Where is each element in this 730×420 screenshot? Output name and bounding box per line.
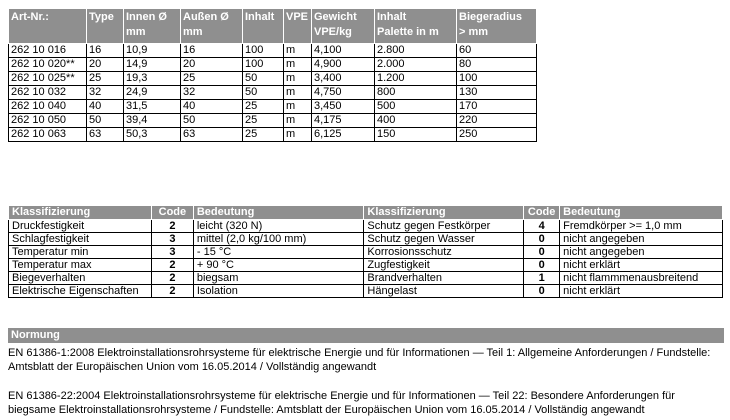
table-cell: 50 [243,72,284,86]
column-header [181,9,243,44]
table-cell: 220 [457,114,537,128]
code-cell: 2 [151,259,193,272]
table-cell: 24,9 [124,86,181,100]
table-cell: 50 [243,86,284,100]
column-header-unit: mm [183,26,203,38]
table-cell: leicht (320 N) [193,220,364,233]
table-cell: 262 10 040 [9,100,87,114]
table-cell: m [284,72,312,86]
table-cell: 39,4 [124,114,181,128]
table-cell: 20 [181,58,243,72]
table-cell: 50 [87,114,124,128]
table-cell: Brandverhalten [364,272,524,285]
table-cell: Fremdkörper >= 1,0 mm [560,220,723,233]
column-header [284,9,312,44]
table-cell: 2.800 [375,44,457,58]
table-cell: Hängelast [364,285,524,298]
column-header [9,9,87,44]
table-cell: 250 [457,128,537,142]
table-row [9,285,723,298]
table-cell: m [284,86,312,100]
table-cell: + 90 °C [193,259,364,272]
table-row [9,114,537,128]
classification-table-body [9,220,723,298]
table-cell: 100 [243,44,284,58]
table-cell: 800 [375,86,457,100]
table-cell: 16 [87,44,124,58]
column-header [312,9,375,44]
table-cell: nicht angegeben [560,233,723,246]
column-header [375,9,457,44]
table-cell: 50 [181,114,243,128]
table-cell: 14,9 [124,58,181,72]
code-cell: 1 [524,272,560,285]
classification-table-header [9,206,723,220]
product-table-header [9,9,537,44]
column-header-label: Außen Ø [183,11,229,23]
table-cell: 3,450 [312,100,375,114]
column-header-label: Inhalt [245,11,275,23]
table-cell: nicht erklärt [560,285,723,298]
table-cell: 262 10 025** [9,72,87,86]
table-cell: 16 [181,44,243,58]
table-cell: Elektrische Eigenschaften [9,285,152,298]
table-row [9,44,537,58]
table-cell: 60 [457,44,537,58]
code-cell: 0 [524,233,560,246]
table-cell: m [284,58,312,72]
column-header-label: Biegeradius [459,11,522,23]
table-cell: 19,3 [124,72,181,86]
table-cell: 1.200 [375,72,457,86]
code-cell: 2 [151,220,193,233]
column-header: Code [151,206,193,220]
table-row [9,100,537,114]
table-cell: 32 [87,86,124,100]
table-row [9,272,723,285]
table-cell: m [284,44,312,58]
product-table-body [9,44,537,142]
table-cell: - 15 °C [193,246,364,259]
table-row [9,128,537,142]
column-header-label: VPE [286,11,309,23]
table-row [9,246,723,259]
table-cell: 2.000 [375,58,457,72]
normung-paragraph: EN 61386-22:2004 Elektroinstallationsrohrsysteme für elektrische Energie und für Informationen — Teil 22: Besondere Anforderungen für biegsame Elektroinstallationsrohrsysteme / Fundstelle: Amtsblatt der Europäischen Union vom 16.05.2014 / Vollständig angewandt [8,390,675,416]
code-cell: 4 [524,220,560,233]
column-header-unit: Palette in m [377,26,439,38]
table-cell: 40 [181,100,243,114]
column-header: Bedeutung [193,206,364,220]
normung-heading: Normung [8,328,724,343]
table-cell: 31,5 [124,100,181,114]
table-cell: 4,175 [312,114,375,128]
column-header: Code [524,206,560,220]
table-cell: Schutz gegen Festkörper [364,220,524,233]
table-row [9,72,537,86]
code-cell: 2 [151,272,193,285]
table-cell: 25 [243,128,284,142]
column-header-label: Innen Ø [126,11,167,23]
code-cell: 2 [151,285,193,298]
table-row [9,220,723,233]
code-cell: 0 [524,259,560,272]
table-cell: 4,100 [312,44,375,58]
table-cell: 25 [87,72,124,86]
code-cell: 3 [151,246,193,259]
table-cell: 25 [243,114,284,128]
table-cell: nicht angegeben [560,246,723,259]
table-cell: 4,900 [312,58,375,72]
table-cell: biegsam [193,272,364,285]
table-row [9,86,537,100]
table-cell: 3,400 [312,72,375,86]
table-cell: mittel (2,0 kg/100 mm) [193,233,364,246]
column-header-label: Type [89,11,114,23]
table-cell: 25 [243,100,284,114]
table-cell: 40 [87,100,124,114]
table-cell: 130 [457,86,537,100]
table-cell: 150 [375,128,457,142]
table-cell: 400 [375,114,457,128]
code-cell: 0 [524,285,560,298]
table-row [9,233,723,246]
table-cell: 32 [181,86,243,100]
code-cell: 3 [151,233,193,246]
table-cell: 170 [457,100,537,114]
table-cell: 80 [457,58,537,72]
table-cell: Korrosionsschutz [364,246,524,259]
table-cell: 25 [181,72,243,86]
table-cell: 6,125 [312,128,375,142]
table-cell: 262 10 032 [9,86,87,100]
classification-table [8,205,723,298]
table-cell: Zugfestigkeit [364,259,524,272]
table-cell: 50,3 [124,128,181,142]
column-header-label: Art-Nr.: [11,11,49,23]
table-cell: 100 [243,58,284,72]
product-table [8,8,537,142]
table-cell: 262 10 020** [9,58,87,72]
normung-paragraph: EN 61386-1:2008 Elektroinstallationsrohrsysteme für elektrische Energie und für Informationen — Teil 1: Allgemeine Anforderungen / Fundstelle: Amtsblatt der Europäischen Union vom 16.05.2014 / Vollständig angewandt [8,347,711,373]
table-cell: 262 10 016 [9,44,87,58]
table-cell: 100 [457,72,537,86]
table-cell: 262 10 050 [9,114,87,128]
column-header [457,9,537,44]
table-cell: 500 [375,100,457,114]
column-header [124,9,181,44]
table-cell: nicht erklärt [560,259,723,272]
table-cell: 63 [87,128,124,142]
table-cell: 10,9 [124,44,181,58]
column-header: Klassifizierung [9,206,152,220]
table-cell: nicht flammmenausbreitend [560,272,723,285]
table-cell: m [284,100,312,114]
table-cell: m [284,114,312,128]
column-header-unit: > mm [459,26,489,38]
column-header [243,9,284,44]
table-cell: Druckfestigkeit [9,220,152,233]
table-cell: Temperatur max [9,259,152,272]
table-cell: Schlagfestigkeit [9,233,152,246]
column-header-label: Inhalt [377,11,407,23]
table-cell: 4,750 [312,86,375,100]
column-header-unit: mm [126,26,146,38]
column-header-unit: VPE/kg [314,26,352,38]
table-cell: Temperatur min [9,246,152,259]
table-cell: m [284,128,312,142]
table-cell: 63 [181,128,243,142]
code-cell: 0 [524,246,560,259]
column-header: Bedeutung [560,206,723,220]
column-header-label: Gewicht [314,11,357,23]
table-cell: Isolation [193,285,364,298]
table-row [9,259,723,272]
table-cell: 20 [87,58,124,72]
column-header: Klassifizierung [364,206,524,220]
column-header [87,9,124,44]
table-cell: 262 10 063 [9,128,87,142]
table-row [9,58,537,72]
table-cell: Schutz gegen Wasser [364,233,524,246]
table-cell: Biegeverhalten [9,272,152,285]
